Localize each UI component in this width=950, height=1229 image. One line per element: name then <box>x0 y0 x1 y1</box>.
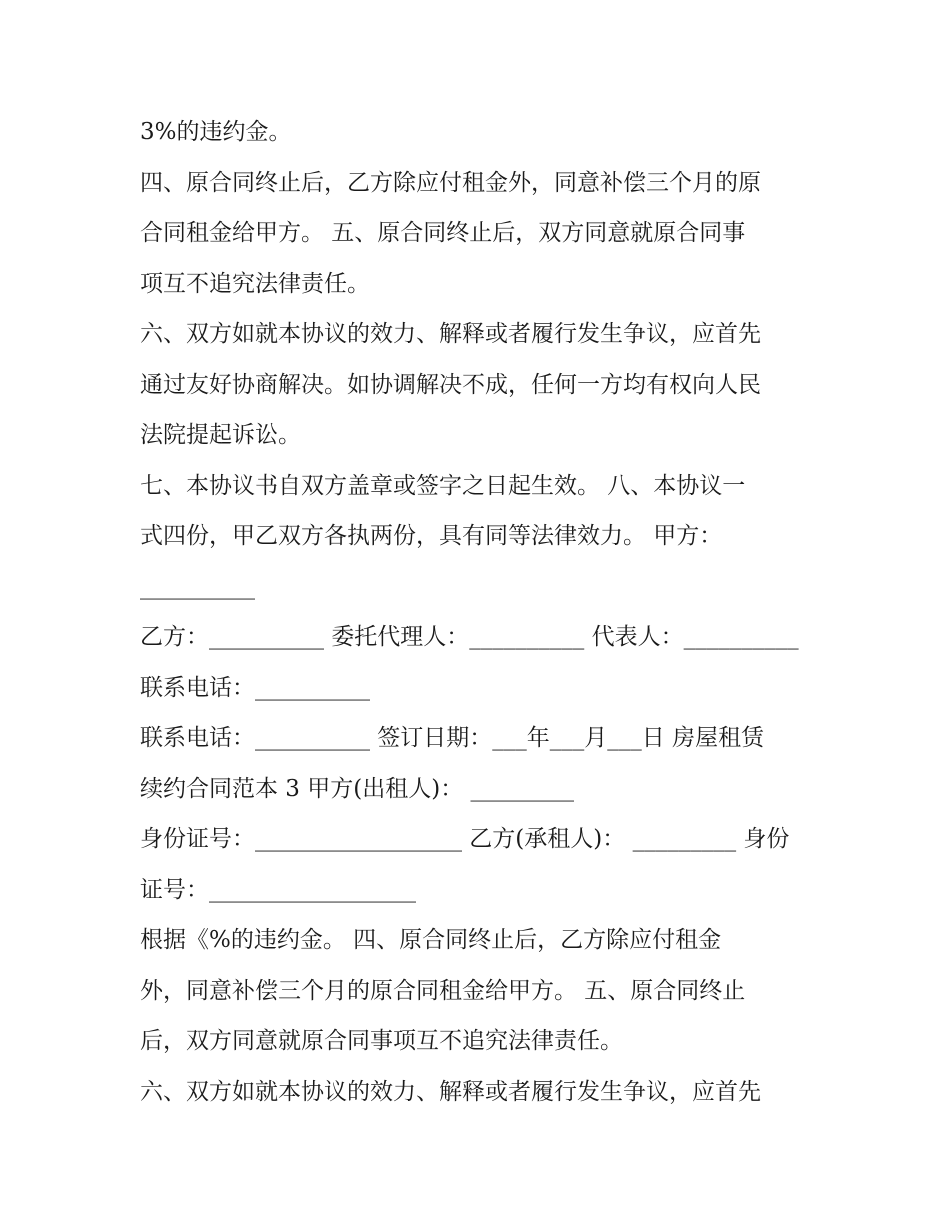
text-line-18: 外，同意补偿三个月的原合同租金给甲方。 五、原合同终止 <box>140 977 746 1004</box>
text-line-8: 七、本协议书自双方盖章或签字之日起生效。 八、本协议一 <box>140 472 746 499</box>
text-line-6: 通过友好协商解决。如协调解决不成，任何一方均有权向人民 <box>140 371 761 398</box>
text-line-3: 合同租金给甲方。 五、原合同终止后，双方同意就原合同事 <box>140 220 746 246</box>
text-line-9: 式四份，甲乙双方各执两份，具有同等法律效力。 甲方： <box>140 523 723 549</box>
text-line-5: 六、双方如就本协议的效力、解释或者履行发生争议，应首先 <box>140 321 761 347</box>
signature-blank-line: __________ <box>140 573 255 600</box>
party-b-signature-line: 乙方：__________ 委托代理人：__________ 代表人：__________ <box>140 624 799 650</box>
contact-phone-line: 联系电话：__________ <box>140 674 370 701</box>
id-number-continued-line: 证号：__________________ <box>140 876 416 903</box>
template-title-line: 续约合同范本 3 甲方(出租人)： _________ <box>140 775 575 802</box>
id-number-line: 身份证号：__________________ 乙方(承租人)： _________ 身份 <box>140 826 790 852</box>
text-line-1: 3%的违约金。 <box>140 119 292 145</box>
contract-text <box>140 107 820 1117</box>
text-line-19: 后，双方同意就原合同事项互不追究法律责任。 <box>140 1028 623 1054</box>
text-line-20: 六、双方如就本协议的效力、解释或者履行发生争议，应首先 <box>140 1078 761 1105</box>
text-line-4: 项互不追究法律责任。 <box>140 270 370 297</box>
text-line-17: 根据《%的违约金。 四、原合同终止后，乙方除应付租金 <box>140 927 722 953</box>
contact-date-line: 联系电话：__________ 签订日期：___年___月___日 房屋租赁 <box>140 725 765 751</box>
text-line-2: 四、原合同终止后，乙方除应付租金外，同意补偿三个月的原 <box>140 169 761 196</box>
text-line-7: 法院提起诉讼。 <box>140 422 301 448</box>
